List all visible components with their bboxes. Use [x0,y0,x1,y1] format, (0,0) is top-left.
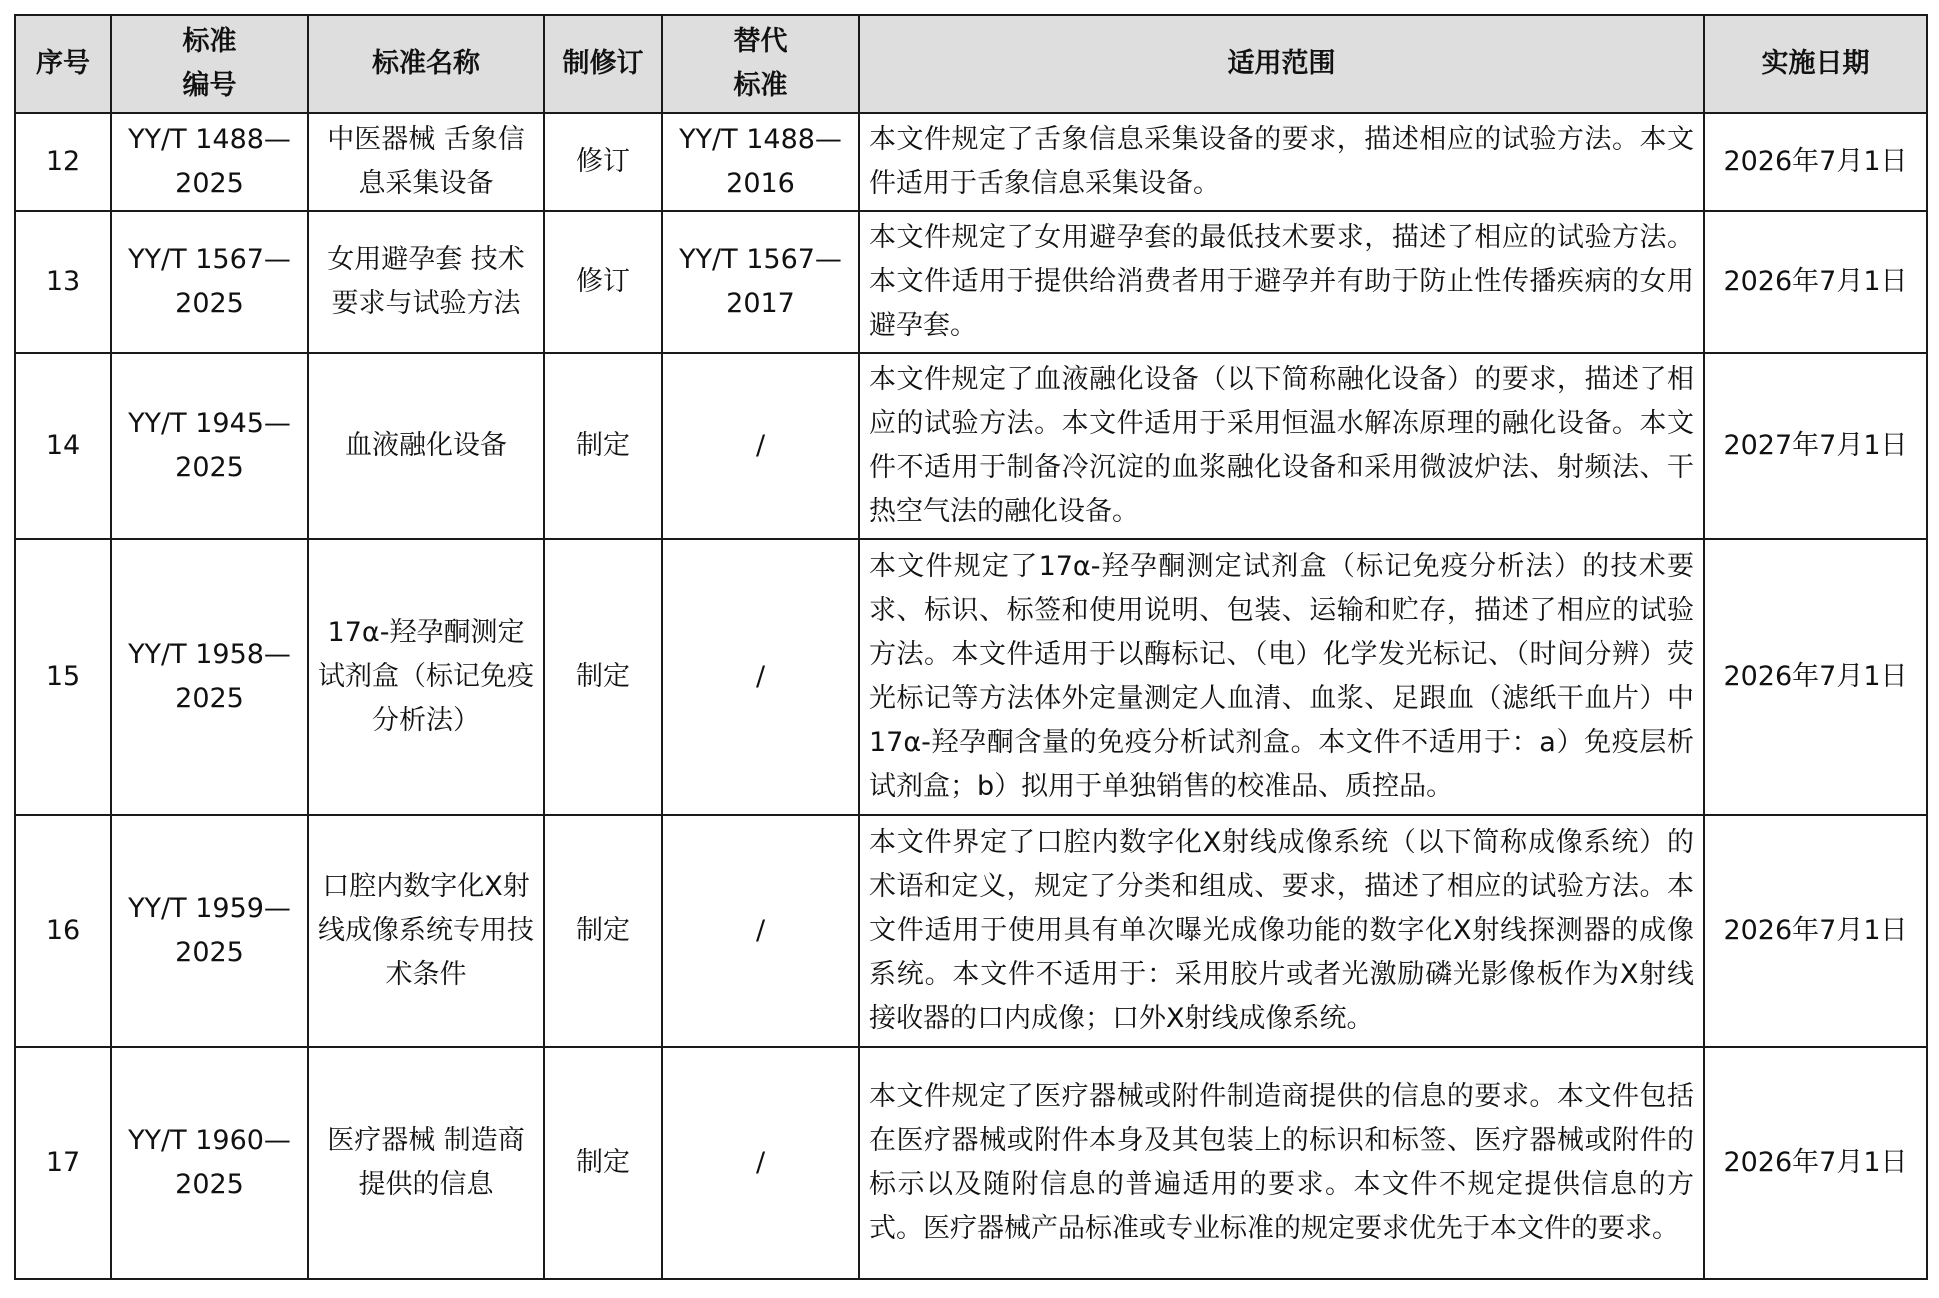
table-row [15,211,1927,353]
header-row [15,15,1927,113]
cell-seq: 15 [15,539,111,815]
header-seq: 序号 [15,15,111,113]
header-scope: 适用范围 [859,15,1704,113]
table-row [15,1047,1927,1279]
cell-replaced: / [662,815,859,1047]
cell-date: 2026年7月1日 [1704,211,1927,353]
cell-seq: 12 [15,113,111,211]
cell-name: 女用避孕套 技术要求与试验方法 [308,211,544,353]
cell-scope: 本文件规定了血液融化设备（以下简称融化设备）的要求，描述了相应的试验方法。本文件适用于采用恒温水解冻原理的融化设备。本文件不适用于制备冷沉淀的血浆融化设备和采用微波炉法、射频法、干热空气法的融化设备。 [859,353,1704,539]
cell-scope: 本文件界定了口腔内数字化X射线成像系统（以下简称成像系统）的术语和定义，规定了分类和组成、要求，描述了相应的试验方法。本文件适用于使用具有单次曝光成像功能的数字化X射线探测器的成像系统。本文件不适用于：采用胶片或者光激励磷光影像板作为X射线接收器的口内成像；口外X射线成像系统。 [859,815,1704,1047]
standards-table-container [14,14,1926,1280]
table-row [15,353,1927,539]
cell-replaced: YY/T 1567— 2017 [662,211,859,353]
cell-replaced: / [662,539,859,815]
cell-type: 修订 [544,113,662,211]
cell-name: 医疗器械 制造商提供的信息 [308,1047,544,1279]
cell-code: YY/T 1958— 2025 [111,539,308,815]
cell-code: YY/T 1567— 2025 [111,211,308,353]
cell-seq: 16 [15,815,111,1047]
header-code: 标准 编号 [111,15,308,113]
cell-scope: 本文件规定了17α-羟孕酮测定试剂盒（标记免疫分析法）的技术要求、标识、标签和使用说明、包装、运输和贮存，描述了相应的试验方法。本文件适用于以酶标记、（电）化学发光标记、（时间分辨）荧光标记等方法体外定量测定人血清、血浆、足跟血（滤纸干血片）中17α-羟孕酮含量的免疫分析试剂盒。本文件不适用于：a）免疫层析试剂盒；b）拟用于单独销售的校准品、质控品。 [859,539,1704,815]
cell-code: YY/T 1959— 2025 [111,815,308,1047]
cell-scope: 本文件规定了医疗器械或附件制造商提供的信息的要求。本文件包括在医疗器械或附件本身及其包装上的标识和标签、医疗器械或附件的标示以及随附信息的普遍适用的要求。本文件不规定提供信息的方式。医疗器械产品标准或专业标准的规定要求优先于本文件的要求。 [859,1047,1704,1279]
cell-code: YY/T 1960— 2025 [111,1047,308,1279]
cell-type: 制定 [544,815,662,1047]
cell-date: 2026年7月1日 [1704,1047,1927,1279]
header-type: 制修订 [544,15,662,113]
cell-name: 17α-羟孕酮测定试剂盒（标记免疫分析法） [308,539,544,815]
cell-type: 制定 [544,539,662,815]
header-name: 标准名称 [308,15,544,113]
table-row [15,113,1927,211]
table-row [15,815,1927,1047]
cell-name: 血液融化设备 [308,353,544,539]
header-date: 实施日期 [1704,15,1927,113]
cell-seq: 17 [15,1047,111,1279]
cell-code: YY/T 1945— 2025 [111,353,308,539]
cell-replaced: / [662,353,859,539]
cell-name: 中医器械 舌象信息采集设备 [308,113,544,211]
cell-date: 2026年7月1日 [1704,113,1927,211]
header-replaced: 替代 标准 [662,15,859,113]
cell-type: 制定 [544,353,662,539]
cell-type: 制定 [544,1047,662,1279]
table-row [15,539,1927,815]
cell-scope: 本文件规定了女用避孕套的最低技术要求，描述了相应的试验方法。本文件适用于提供给消费者用于避孕并有助于防止性传播疾病的女用避孕套。 [859,211,1704,353]
cell-replaced: / [662,1047,859,1279]
cell-date: 2027年7月1日 [1704,353,1927,539]
cell-date: 2026年7月1日 [1704,539,1927,815]
cell-date: 2026年7月1日 [1704,815,1927,1047]
cell-replaced: YY/T 1488— 2016 [662,113,859,211]
cell-seq: 14 [15,353,111,539]
cell-scope: 本文件规定了舌象信息采集设备的要求，描述相应的试验方法。本文件适用于舌象信息采集设备。 [859,113,1704,211]
cell-seq: 13 [15,211,111,353]
cell-code: YY/T 1488— 2025 [111,113,308,211]
cell-name: 口腔内数字化X射线成像系统专用技术条件 [308,815,544,1047]
standards-table [14,14,1928,1280]
cell-type: 修订 [544,211,662,353]
